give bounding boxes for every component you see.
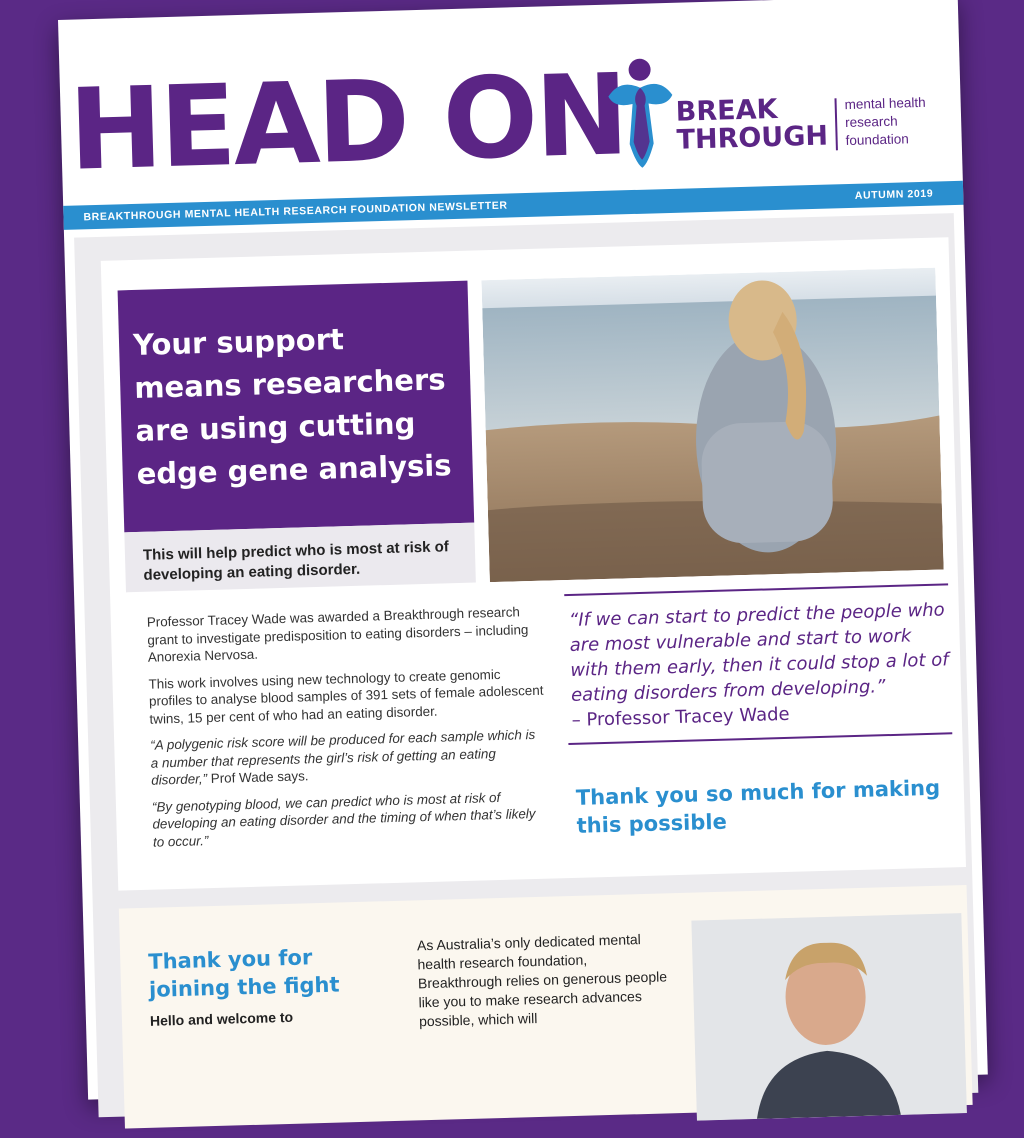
- logo-sub-line2: research: [844, 113, 898, 131]
- article-quote-1-attribution: Prof Wade says.: [206, 768, 309, 787]
- pull-quote-text: “If we can start to predict the people who are most vulnerable and start to work with them early, then it could stop a lot of eating disorders from developing.”: [568, 599, 949, 706]
- article-paragraph-2: This work involves using new technology to create genomic profiles to analyse blood samples of 391 sets of female adolescent twins, 15 per cent of who had an eating disorder.: [148, 666, 544, 727]
- welcome-greeting: Hello and welcome to: [149, 1008, 294, 1029]
- portrait-photo: [691, 913, 966, 1120]
- feature-headline-box: [118, 281, 475, 533]
- feature-subhead-box: [124, 523, 476, 593]
- feature-headline: Your support means researchers are using cutting edge gene analysis: [132, 322, 452, 491]
- article-quote-1: “A polygenic risk score will be produced for each sample which is a number that represents the girl’s risk of getting an eating disorder,”: [150, 726, 536, 788]
- logo-wordmark: [675, 95, 828, 155]
- pull-quote-attribution: – Professor Tracey Wade: [571, 703, 790, 731]
- banner-title: BREAKTHROUGH MENTAL HEALTH RESEARCH FOUNDATION NEWSLETTER: [83, 199, 508, 224]
- pull-quote: [564, 583, 952, 745]
- logo-sub-line3: foundation: [845, 131, 909, 149]
- beach-photo: [481, 268, 943, 583]
- article-paragraph-1: Professor Tracey Wade was awarded a Breakthrough research grant to investigate predisposition to eating disorders – including Anorexia Nervosa.: [146, 604, 529, 665]
- logo-sub-line1: mental health: [844, 94, 926, 113]
- logo-divider: [834, 98, 837, 150]
- breakthrough-figure-icon: [599, 55, 682, 177]
- banner-edition: AUTUMN 2019: [854, 187, 934, 202]
- thanks-callout: Thank you so much for making this possible: [575, 775, 941, 838]
- article-body: [147, 603, 549, 860]
- logo-word-break: BREAK: [675, 93, 778, 128]
- logo-subtitle: [844, 94, 927, 150]
- masthead-title: HEAD ON: [67, 50, 628, 196]
- breakthrough-logo: [599, 47, 952, 177]
- newsletter-page: [58, 0, 988, 1100]
- join-title: Thank you for joining the fight: [147, 945, 340, 1002]
- welcome-body: As Australia’s only dedicated mental health research foundation, Breakthrough relies on generous people like you to make research advances possible, which will: [416, 931, 668, 1030]
- feature-subhead: This will help predict who is most at risk of developing an eating disorder.: [142, 538, 449, 584]
- logo-word-through: THROUGH: [676, 120, 829, 156]
- article-quote-2: “By genotyping blood, we can predict who is most at risk of developing an eating disorder and the timing of when that’s likely to occur.”: [151, 789, 536, 850]
- article-paragraph-3: [150, 726, 546, 790]
